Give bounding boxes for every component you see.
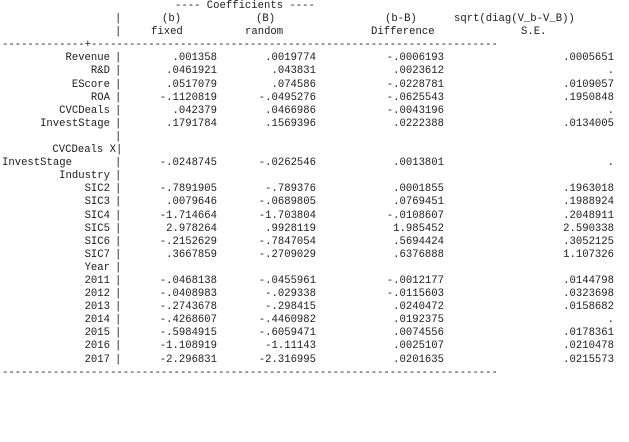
value-difference: -.0228781 (386, 78, 444, 91)
header-col-b: (b) (162, 13, 182, 26)
value-difference: -.0625543 (386, 91, 444, 104)
table-row (2, 314, 614, 327)
value-difference: -.0115603 (386, 288, 444, 301)
value-fixed: -.0408983 (159, 288, 217, 301)
value-fixed: .042379 (172, 104, 217, 117)
separator: | (115, 91, 122, 104)
value-difference: .6376888 (393, 248, 444, 261)
value-fixed: .1791784 (166, 117, 217, 130)
value-random: -.0689805 (258, 196, 316, 209)
value-random: .074586 (271, 78, 316, 91)
value-fixed: -.4268607 (159, 314, 217, 327)
row-label: 2011 (84, 274, 110, 287)
separator: | (115, 157, 122, 170)
table-row (2, 65, 614, 78)
separator: | (115, 170, 122, 183)
value-se: .1950848 (563, 91, 614, 104)
value-se: .0144798 (563, 274, 614, 287)
separator: | (115, 52, 122, 65)
value-fixed: -1.108919 (159, 340, 217, 353)
value-fixed: -2.296831 (159, 353, 217, 366)
value-random: .043831 (271, 65, 316, 78)
value-se: .0210478 (563, 340, 614, 353)
value-se: 1.107326 (563, 248, 614, 261)
table-row (2, 248, 614, 262)
row-label: SIC6 (84, 235, 110, 248)
top-rule: -------------+---------------------------------------------------------------- (2, 39, 498, 52)
bottom-rule-row (2, 366, 498, 380)
row-label: R&D (90, 65, 110, 78)
row-label: 2015 (84, 327, 110, 340)
value-random: -.4460982 (258, 314, 316, 327)
value-difference: -.0108607 (386, 209, 444, 222)
value-se: .0158682 (563, 301, 614, 314)
value-difference: .0222388 (393, 117, 444, 130)
value-random: .0019774 (265, 52, 316, 65)
separator: | (115, 261, 122, 274)
value-fixed: 2.978264 (166, 222, 217, 235)
separator: | (115, 13, 122, 26)
value-difference: .0023612 (393, 65, 444, 78)
table-row (2, 78, 614, 92)
separator: | (115, 235, 122, 248)
row-label: 2016 (84, 340, 110, 353)
header-col-B: (B) (256, 13, 276, 26)
value-difference: 1.985452 (393, 222, 444, 235)
value-se: .0134005 (563, 117, 614, 130)
value-se: .0215573 (563, 353, 614, 366)
value-random: -.6059471 (258, 327, 316, 340)
separator: | (115, 26, 122, 39)
value-se: . (607, 65, 614, 78)
row-label: 2014 (84, 314, 110, 327)
hausman-output (2, 0, 614, 380)
table-row (2, 209, 614, 223)
row-label: 2012 (84, 288, 110, 301)
value-random: -.298415 (265, 301, 316, 314)
table-row (2, 340, 614, 353)
separator: | (115, 209, 122, 222)
value-difference: -.0012177 (386, 274, 444, 287)
header-sub-b: fixed (151, 26, 183, 39)
table-row (2, 222, 614, 236)
row-label: CVCDeals (59, 104, 110, 117)
value-se: .2048911 (563, 209, 614, 222)
value-random: -.0262546 (258, 157, 316, 170)
table-row (2, 104, 614, 118)
separator: | (115, 248, 122, 261)
row-label: SIC3 (84, 196, 110, 209)
value-se: . (607, 157, 614, 170)
table-row (2, 301, 614, 314)
value-random: -.029338 (265, 288, 316, 301)
separator: | (115, 78, 122, 91)
header-col-se: sqrt(diag(V_b-V_B)) (454, 13, 575, 26)
table-row (2, 274, 614, 288)
table-row (2, 91, 614, 105)
table-row (2, 52, 614, 65)
value-difference: .0074556 (393, 327, 444, 340)
value-se: .1963018 (563, 183, 614, 196)
header-sub-diff: Difference (371, 26, 435, 39)
separator: | (115, 274, 122, 287)
header-sub-row (2, 26, 547, 39)
header-title-row (2, 0, 315, 13)
value-se: .0005651 (563, 52, 614, 65)
row-label: SIC7 (84, 248, 110, 261)
value-random: -.2709029 (258, 248, 316, 261)
table-row (2, 117, 614, 131)
value-difference: .0240472 (393, 301, 444, 314)
value-difference: .0192375 (393, 314, 444, 327)
row-label: Year (84, 261, 110, 274)
header-sub-se: S.E. (521, 26, 547, 39)
value-difference: .0025107 (393, 340, 444, 353)
row-label: Industry (59, 170, 110, 183)
separator: | (116, 144, 123, 157)
header-col-row (2, 13, 575, 26)
separator: | (115, 130, 122, 143)
value-difference: -.0043196 (386, 104, 444, 117)
table-row (2, 288, 614, 301)
separator: | (115, 104, 122, 117)
row-label: InvestStage (2, 157, 72, 170)
value-fixed: -.0248745 (159, 157, 217, 170)
value-difference: .0769451 (393, 196, 444, 209)
table-row (2, 157, 614, 170)
table-row (2, 196, 614, 209)
separator: | (115, 65, 122, 78)
separator: | (115, 288, 122, 301)
value-random: -1.703804 (258, 209, 316, 222)
separator: | (115, 183, 122, 196)
value-se: 2.590338 (563, 222, 614, 235)
value-fixed: .3667859 (166, 248, 217, 261)
row-label: InvestStage (40, 117, 110, 130)
separator: | (115, 353, 122, 366)
bottom-rule: ------------------------------------------------------------------------------ (2, 366, 498, 379)
table-row (2, 327, 614, 340)
value-random: -.789376 (265, 183, 316, 196)
value-random: -2.316995 (258, 353, 316, 366)
value-random: -.0495276 (258, 91, 316, 104)
separator: | (115, 301, 122, 314)
value-se: .1988924 (563, 196, 614, 209)
separator: | (115, 222, 122, 235)
value-difference: .0201635 (393, 353, 444, 366)
value-fixed: .0517079 (166, 78, 217, 91)
value-fixed: -.2152629 (159, 235, 217, 248)
value-random: -.0455961 (258, 274, 316, 287)
row-label: EScore (71, 78, 110, 91)
row-label: SIC2 (84, 183, 110, 196)
value-difference: .0001855 (393, 183, 444, 196)
value-random: .1569396 (265, 117, 316, 130)
value-random: .0466986 (265, 104, 316, 117)
value-fixed: -.0468138 (159, 274, 217, 287)
value-se: .0178361 (563, 327, 614, 340)
value-se: .0323698 (563, 288, 614, 301)
value-se: .0109057 (563, 78, 614, 91)
header-col-diff: (b-B) (385, 13, 417, 26)
value-random: -.7847054 (258, 235, 316, 248)
table-row (2, 183, 614, 196)
row-label: CVCDeals X (52, 144, 116, 157)
table-body (2, 52, 614, 366)
row-label: 2013 (84, 301, 110, 314)
value-fixed: .0461921 (166, 65, 217, 78)
separator: | (115, 314, 122, 327)
table-row (2, 261, 122, 275)
value-fixed: -1.714664 (159, 209, 217, 222)
row-label: SIC5 (84, 222, 110, 235)
separator: | (115, 340, 122, 353)
value-difference: .5694424 (393, 235, 444, 248)
header-sub-B: random (245, 26, 284, 39)
value-fixed: -.2743678 (159, 301, 217, 314)
value-fixed: .001358 (172, 52, 217, 65)
coefficients-title: ---- Coefficients ---- (175, 0, 315, 12)
value-random: -1.11143 (265, 340, 316, 353)
table-row (2, 144, 123, 157)
value-fixed: .0079646 (166, 196, 217, 209)
row-label: Revenue (65, 52, 110, 65)
value-difference: .0013801 (393, 157, 444, 170)
row-label: ROA (90, 91, 110, 104)
separator: | (115, 196, 122, 209)
table-row (2, 235, 614, 249)
separator: | (115, 117, 122, 130)
value-random: .9928119 (265, 222, 316, 235)
table-row (2, 130, 122, 144)
table-row (2, 170, 122, 183)
value-fixed: -.1120819 (159, 91, 217, 104)
value-fixed: -.7891905 (159, 183, 217, 196)
table-row (2, 353, 614, 367)
value-se: . (607, 314, 614, 327)
value-se: . (607, 104, 614, 117)
row-label: 2017 (84, 353, 110, 366)
row-label: SIC4 (84, 209, 110, 222)
value-difference: -.0006193 (386, 52, 444, 65)
separator: | (115, 327, 122, 340)
top-rule-row (2, 39, 498, 52)
value-se: .3052125 (563, 235, 614, 248)
value-fixed: -.5984915 (159, 327, 217, 340)
